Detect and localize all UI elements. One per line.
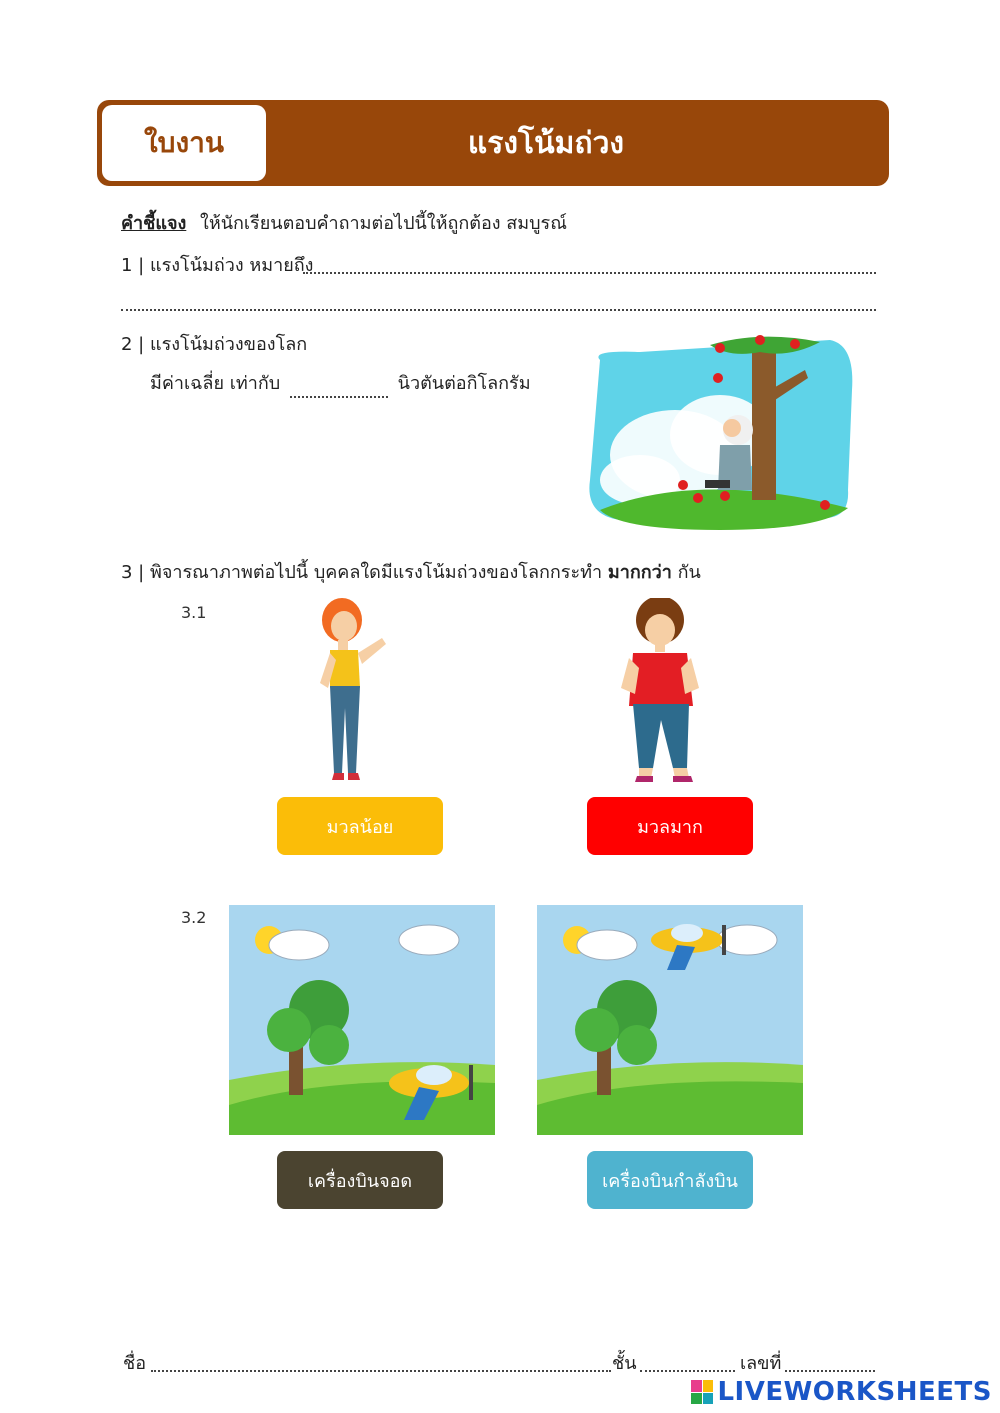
footer-name-label: ชื่อ xyxy=(123,1353,147,1374)
name-field[interactable] xyxy=(151,1370,611,1372)
liveworksheets-logo-icon xyxy=(691,1380,713,1404)
question-1-text: แรงโน้มถ่วง หมายถึง xyxy=(149,255,314,276)
page-title: แรงโน้มถ่วง xyxy=(467,125,625,161)
question-1 xyxy=(121,254,313,278)
sub-question-3-2-label: 3.2 xyxy=(181,908,207,927)
question-1-number: 1 | xyxy=(121,255,145,276)
number-field[interactable] xyxy=(785,1370,875,1372)
question-2-number: 2 | xyxy=(121,334,145,355)
question-2-line2 xyxy=(150,372,531,398)
tag-plane-parked[interactable]: เครื่องบินจอด xyxy=(277,1151,443,1209)
question-3-number: 3 | xyxy=(121,562,145,583)
liveworksheets-logo-text: LIVEWORKSHEETS xyxy=(717,1377,992,1407)
class-field[interactable] xyxy=(640,1370,735,1372)
question-2 xyxy=(121,333,307,357)
question-3 xyxy=(121,561,701,585)
parked-plane-scene xyxy=(229,905,495,1135)
question-2-prefix: มีค่าเฉลี่ย เท่ากับ xyxy=(150,373,281,394)
footer-class-label: ชั้น xyxy=(612,1353,637,1374)
newton-apple-illustration xyxy=(580,330,860,535)
question-2-suffix: นิวตันต่อกิโลกรัม xyxy=(397,373,531,394)
answer-line-1b[interactable] xyxy=(121,309,876,311)
answer-blank-2[interactable] xyxy=(290,372,388,398)
question-3-emphasis: มากกว่า xyxy=(607,562,672,583)
heavy-woman-figure xyxy=(605,598,715,788)
worksheet-tab-label: ใบงาน xyxy=(102,105,266,181)
instruction-label: คำชี้แจง xyxy=(121,213,187,234)
instruction-text: ให้นักเรียนตอบคำถามต่อไปนี้ให้ถูกต้อง สมบูรณ์ xyxy=(200,213,567,234)
liveworksheets-logo xyxy=(691,1377,992,1407)
tag-high-mass[interactable]: มวลมาก xyxy=(587,797,753,855)
question-3-suffix: กัน xyxy=(677,562,701,583)
slim-woman-figure xyxy=(300,598,400,788)
flying-plane-scene xyxy=(537,905,803,1135)
question-2-text: แรงโน้มถ่วงของโลก xyxy=(149,334,308,355)
tag-low-mass[interactable]: มวลน้อย xyxy=(277,797,443,855)
footer-number-label: เลขที่ xyxy=(740,1353,782,1374)
tag-plane-flying[interactable]: เครื่องบินกำลังบิน xyxy=(587,1151,753,1209)
answer-line-1a[interactable] xyxy=(303,272,876,274)
question-3-prefix: พิจารณาภาพต่อไปนี้ บุคคลใดมีแรงโน้มถ่วงของโลกกระทำ xyxy=(149,562,603,583)
instruction-row xyxy=(121,212,567,236)
sub-question-3-1-label: 3.1 xyxy=(181,603,207,622)
